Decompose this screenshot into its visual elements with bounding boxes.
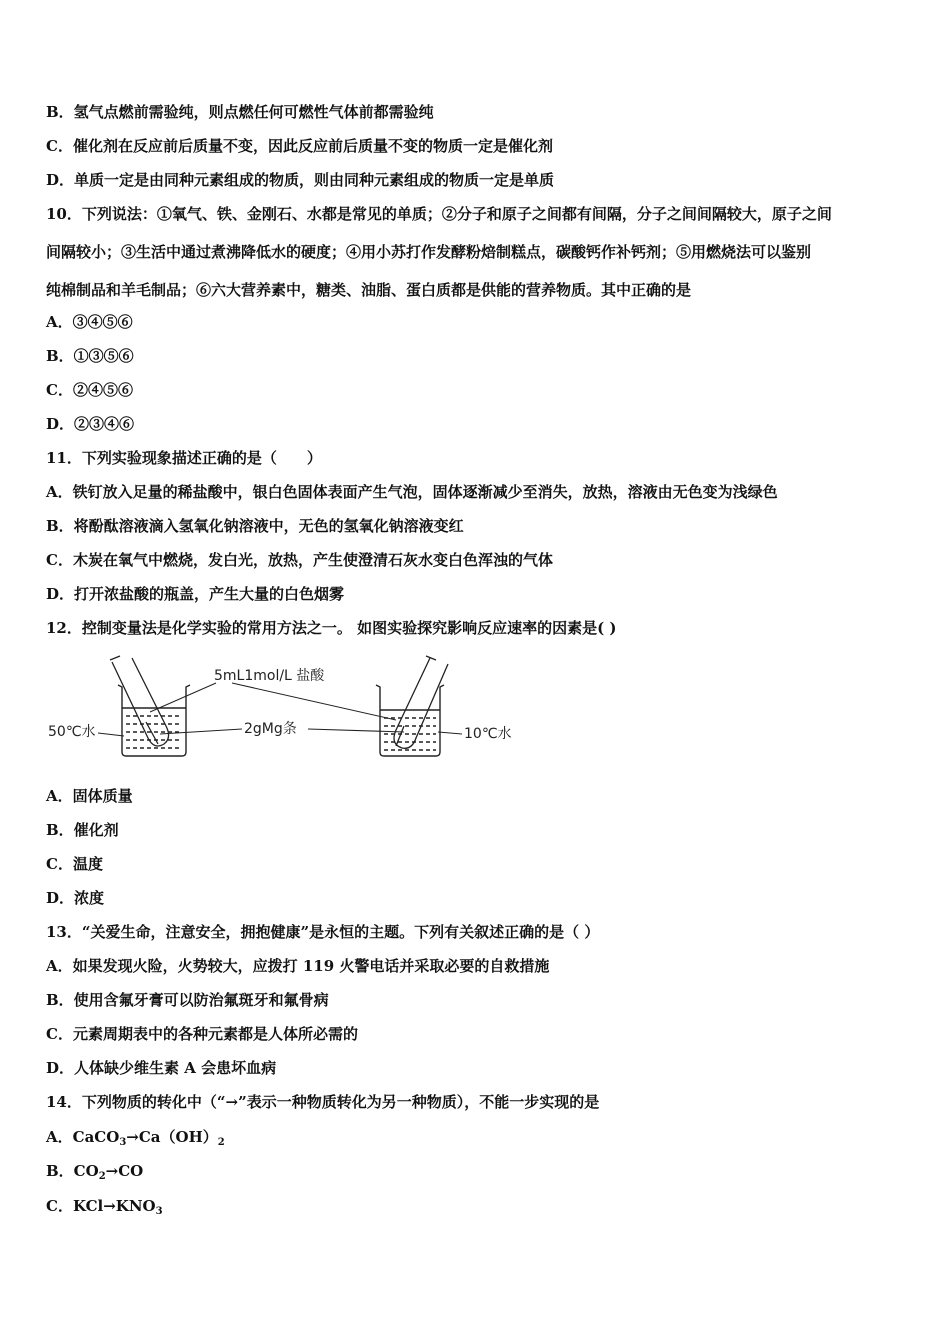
q11-option-d: D．打开浓盐酸的瓶盖，产生大量的白色烟雾 [46, 585, 345, 603]
label-mg-strip: 2gMg条 [244, 721, 297, 737]
label-right-water: 10℃水 [464, 726, 512, 742]
label-acid: 5mL1mol/L 盐酸 [214, 668, 325, 684]
q10-option-c: C．②④⑤⑥ [46, 381, 133, 399]
q12-stem: 12．控制变量法是化学实验的常用方法之一。 如图实验探究影响反应速率的因素是( ) [46, 619, 617, 637]
q14-b-sub-1: 2 [98, 1171, 106, 1182]
q10-stem-line-3: 纯棉制品和羊毛制品；⑥六大营养素中，糖类、油脂、蛋白质都是供能的营养物质。其中正确的是 [46, 281, 692, 299]
q9-option-c: C．催化剂在反应前后质量不变，因此反应前后质量不变的物质一定是催化剂 [46, 137, 553, 155]
q10-option-a: A．③④⑤⑥ [46, 313, 133, 331]
q14-stem: 14．下列物质的转化中（“→”表示一种物质转化为另一种物质），不能一步实现的是 [46, 1093, 600, 1111]
q14-c-sub-1: 3 [155, 1206, 163, 1217]
q11-option-c: C．木炭在氧气中燃烧，发白光，放热，产生使澄清石灰水变白色浑浊的气体 [46, 551, 553, 569]
q13-stem: 13．“关爱生命，注意安全，拥抱健康”是永恒的主题。下列有关叙述正确的是（ ） [46, 923, 600, 941]
q12-experiment-figure [40, 650, 530, 760]
q14-b-text-2: →CO [105, 1162, 144, 1180]
q10-option-b: B．①③⑤⑥ [46, 347, 134, 365]
q12-option-c: C．温度 [46, 855, 103, 873]
q13-option-a: A．如果发现火险，火势较大，应拨打 119 火警电话并采取必要的自救措施 [46, 957, 550, 975]
label-left-water: 50℃水 [48, 724, 96, 740]
q11-stem: 11．下列实验现象描述正确的是（ ） [46, 449, 322, 467]
q13-option-b: B．使用含氟牙膏可以防治氟斑牙和氟骨病 [46, 991, 329, 1009]
q11-option-b: B．将酚酞溶液滴入氢氧化钠溶液中，无色的氢氧化钠溶液变红 [46, 517, 464, 535]
q14-a-sub-2: 2 [217, 1137, 225, 1148]
q14-option-c [46, 1196, 163, 1222]
q10-stem-line-2: 间隔较小；③生活中通过煮沸降低水的硬度；④用小苏打作发酵粉焙制糕点，碳酸钙作补钙剂；⑤用燃烧法可以鉴别 [46, 243, 812, 261]
left-test-tube [110, 656, 169, 746]
q14-c-text: C．KCl→KNO [46, 1197, 156, 1215]
q10-option-d: D．②③④⑥ [46, 415, 135, 433]
q14-option-a [46, 1127, 225, 1153]
q13-option-c: C．元素周期表中的各种元素都是人体所必需的 [46, 1025, 358, 1043]
q14-a-text-2: →Ca（OH） [126, 1128, 218, 1146]
q10-stem-line-1: 10．下列说法：①氧气、铁、金刚石、水都是常见的单质；②分子和原子之间都有间隔，分子之间间隔较大，原子之间 [46, 205, 832, 223]
q14-a-text: A．CaCO [46, 1128, 120, 1146]
q11-option-a: A．铁钉放入足量的稀盐酸中，银白色固体表面产生气泡，固体逐渐减少至消失，放热，溶液由无色变为浅绿色 [46, 483, 778, 501]
q9-option-d: D．单质一定是由同种元素组成的物质，则由同种元素组成的物质一定是单质 [46, 171, 555, 189]
q12-option-d: D．浓度 [46, 889, 105, 907]
q13-option-d: D．人体缺少维生素 A 会患坏血病 [46, 1059, 277, 1077]
q14-option-b [46, 1161, 143, 1187]
q12-option-b: B．催化剂 [46, 821, 119, 839]
q14-b-text: B．CO [46, 1162, 99, 1180]
q12-option-a: A．固体质量 [46, 787, 133, 805]
q9-option-b: B．氢气点燃前需验纯，则点燃任何可燃性气体前都需验纯 [46, 103, 434, 121]
q14-a-sub-1: 3 [119, 1137, 127, 1148]
